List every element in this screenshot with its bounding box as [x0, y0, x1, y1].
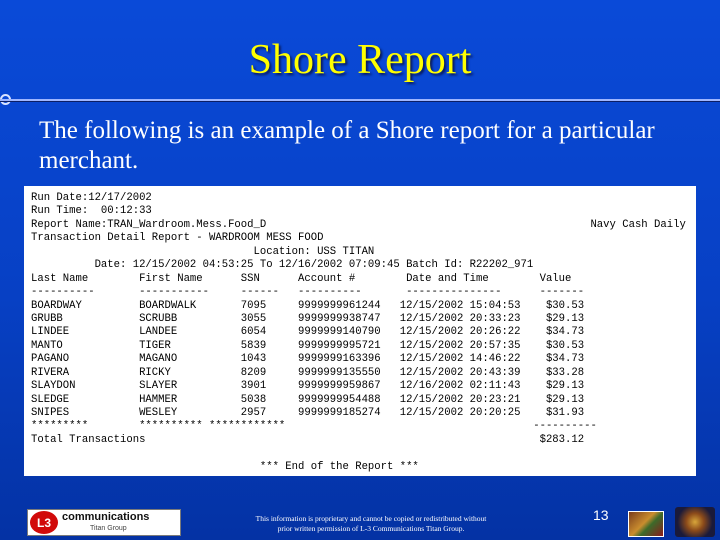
- report-line: [31, 447, 696, 460]
- proprietary-notice: [226, 514, 516, 534]
- navy-cash-emblem-icon: [675, 507, 715, 537]
- report-line: Report Name:TRAN_Wardroom.Mess.Food_D Navy Cash Daily: [31, 218, 686, 231]
- report-line: Total Transactions $283.12: [31, 433, 585, 446]
- proprietary-notice-line-2: prior written permission of L-3 Communications Titan Group.: [277, 524, 465, 533]
- report-line: ---------- ----------- ------ ---------- --------------- -------: [31, 286, 585, 299]
- logo-subtext: Titan Group: [90, 524, 127, 532]
- report-line: Location: USS TITAN: [31, 245, 375, 258]
- intro-text: The following is an example of a Shore report for a particular merchant.: [39, 117, 655, 174]
- l3-communications-logo: [27, 509, 181, 536]
- report-line: Transaction Detail Report - WARDROOM MESS FOOD: [31, 232, 324, 245]
- report-line: GRUBB SCRUBB 3055 9999999938747 12/15/2002 20:33:23 $29.13: [31, 312, 585, 325]
- report-line: Run Date:12/17/2002: [31, 192, 152, 204]
- report-line: RIVERA RICKY 8209 9999999135550 12/15/2002 20:43:39 $33.28: [31, 366, 585, 379]
- slide-title: Shore Report: [248, 37, 472, 83]
- ship-photo-icon: [628, 511, 664, 537]
- title-divider: [0, 99, 720, 101]
- proprietary-notice-line-1: This information is proprietary and cannot be copied or redistributed without: [255, 514, 487, 523]
- shore-report-panel: [24, 186, 696, 476]
- report-text-block: [31, 192, 696, 474]
- l3-logo-mark-icon: L3: [30, 511, 58, 534]
- report-line: Run Time: 00:12:33: [31, 205, 152, 218]
- report-line: SNIPES WESLEY 2957 9999999185274 12/15/2002 20:20:25 $31.93: [31, 407, 585, 419]
- report-line: SLEDGE HAMMER 5038 9999999954488 12/15/2002 20:23:21 $29.13: [31, 393, 585, 406]
- page-number: 13: [593, 507, 609, 523]
- logo-brand-text: communications: [62, 510, 150, 523]
- report-line: LINDEE LANDEE 6054 9999999140790 12/15/2002 20:26:22 $34.73: [31, 326, 585, 339]
- report-line: ********* ********** ************ ----------: [31, 420, 597, 433]
- report-line: MANTO TIGER 5839 9999999995721 12/15/2002 20:57:35 $30.53: [31, 339, 585, 352]
- report-line: Date: 12/15/2002 04:53:25 To 12/16/2002 07:09:45 Batch Id: R22202_971: [31, 259, 534, 272]
- report-line: BOARDWAY BOARDWALK 7095 9999999961244 12/15/2002 15:04:53 $30.53: [31, 299, 585, 312]
- report-line: *** End of the Report ***: [31, 460, 419, 473]
- report-line: SLAYDON SLAYER 3901 9999999959867 12/16/2002 02:11:43 $29.13: [31, 380, 585, 393]
- report-line: PAGANO MAGANO 1043 9999999163396 12/15/2002 14:46:22 $34.73: [31, 353, 585, 366]
- report-line: Last Name First Name SSN Account # Date and Time Value: [31, 272, 572, 285]
